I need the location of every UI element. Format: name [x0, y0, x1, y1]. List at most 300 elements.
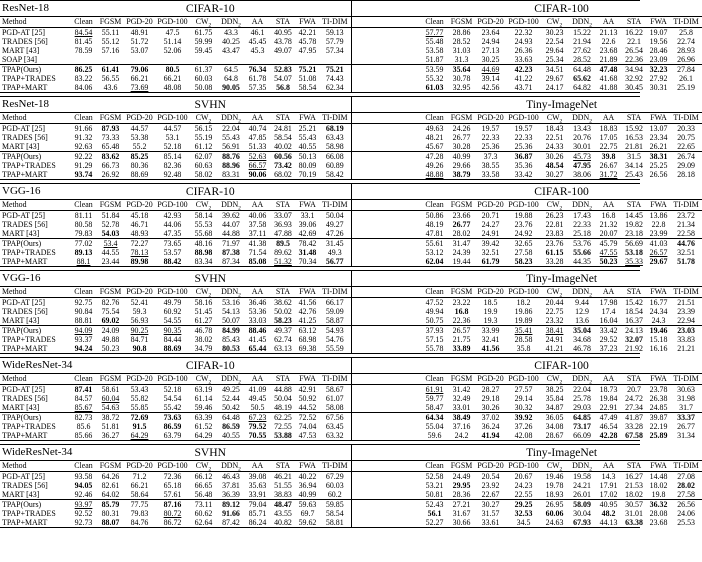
value-cell: 55.12: [101, 37, 120, 46]
value-cell: 18.83: [599, 124, 618, 133]
value-cell: 33.91: [248, 490, 267, 499]
value-cell: 23.34: [649, 133, 668, 142]
value-cell: [155, 55, 190, 65]
column-header: FWA: [647, 374, 670, 385]
value-cell: 79.52: [248, 422, 267, 431]
method-name: TPAP+MART: [2, 344, 48, 353]
value-cell: 24.91: [545, 335, 564, 344]
value-cell: 55.43: [222, 133, 240, 142]
value-cell: 34.14: [625, 161, 643, 170]
method-header: Method: [0, 374, 70, 385]
value-cell: 55.66: [573, 248, 591, 257]
value-cell: 65.18: [163, 481, 182, 490]
value-cell: 77.02: [70, 239, 97, 249]
method-name: [351, 385, 421, 395]
column-header: Clean: [421, 17, 448, 28]
value-cell: 58.67: [325, 385, 344, 394]
value-cell: 69.02: [101, 316, 120, 325]
value-cell: 64.48: [568, 65, 596, 75]
column-header: FGSM: [97, 287, 124, 298]
value-cell: 80.72: [163, 509, 182, 518]
results-table: [0, 97, 702, 179]
column-header: $DDN_2$: [217, 374, 245, 385]
method-name: [351, 211, 421, 221]
table-row: [0, 152, 702, 162]
value-cell: 52.83: [270, 65, 296, 75]
method-name: MART [43]: [2, 229, 40, 238]
value-cell: 64.48: [217, 413, 245, 423]
method-name: TPAP+MART: [2, 170, 48, 179]
value-cell: 61.52: [194, 422, 213, 431]
method-name: [351, 124, 421, 134]
value-cell: 68.19: [325, 124, 344, 133]
value-cell: 82.76: [101, 298, 120, 307]
value-cell: 60.2: [327, 490, 342, 499]
table-row: [0, 518, 702, 527]
value-cell: 53.76: [568, 239, 596, 249]
value-cell: 87.93: [101, 124, 120, 133]
value-cell: 31.67: [452, 509, 471, 518]
value-cell: 55.68: [194, 229, 213, 238]
value-cell: 15.42: [625, 298, 643, 307]
value-cell: 44.88: [274, 385, 292, 394]
value-cell: 30.26: [481, 403, 500, 412]
value-cell: [97, 55, 124, 65]
value-cell: 50.5: [250, 403, 265, 412]
column-header: PGD-100: [155, 17, 190, 28]
column-header: AA: [596, 17, 621, 28]
method-name: PGD-AT [25]: [2, 211, 46, 220]
value-cell: 58.54: [274, 133, 292, 142]
column-header: Clean: [421, 200, 448, 211]
value-cell: 40.06: [248, 211, 267, 220]
value-cell: 23.22: [452, 298, 471, 307]
value-cell: 19.58: [573, 472, 591, 481]
value-cell: 23.76: [514, 220, 533, 229]
value-cell: 24.81: [274, 124, 292, 133]
value-cell: 24.3: [651, 316, 666, 325]
column-header: $CW_2$: [541, 287, 568, 298]
value-cell: 25.78: [573, 394, 591, 403]
value-cell: 89.12: [217, 500, 245, 510]
value-cell: 44.69: [475, 65, 506, 75]
column-header: $CW_2$: [190, 287, 217, 298]
value-cell: 73.69: [130, 83, 149, 92]
value-cell: 59.63: [296, 500, 319, 510]
value-cell: 39.14: [481, 74, 500, 83]
value-cell: 24.92: [514, 229, 533, 238]
value-cell: 41.45: [248, 335, 267, 344]
column-header: $CW_2$: [190, 374, 217, 385]
table-row: [0, 229, 702, 239]
value-cell: 41.56: [298, 298, 317, 307]
value-cell: 41.38: [245, 239, 270, 249]
value-cell: 48.08: [163, 83, 182, 92]
value-cell: 53.38: [130, 133, 149, 142]
value-cell: 85.14: [155, 152, 190, 162]
column-header: AA: [245, 287, 270, 298]
value-cell: 41.22: [514, 74, 533, 83]
value-cell: 24.39: [452, 248, 471, 257]
value-cell: 32.92: [625, 74, 643, 83]
value-cell: 49.37: [270, 326, 296, 336]
column-header: PGD-100: [155, 113, 190, 124]
value-cell: 26.95: [541, 500, 568, 510]
value-cell: 52.06: [163, 46, 182, 55]
column-header: PGD-100: [506, 461, 541, 472]
value-cell: 25.36: [481, 142, 500, 151]
column-header: FGSM: [97, 17, 124, 28]
table-row: [0, 211, 702, 221]
column-header: FWA: [647, 461, 670, 472]
method-name: [351, 316, 421, 326]
value-cell: 61.03: [425, 83, 444, 92]
value-cell: 40.95: [274, 28, 292, 37]
value-cell: 31.03: [452, 46, 471, 55]
table-block: [0, 183, 699, 267]
value-cell: 31.72: [599, 170, 618, 179]
value-cell: 51.87: [425, 55, 444, 64]
value-cell: 86.59: [222, 422, 240, 431]
table-row: [0, 220, 702, 229]
value-cell: 83.62: [97, 152, 124, 162]
value-cell: 62.64: [194, 518, 213, 527]
value-cell: 22.04: [573, 385, 591, 394]
value-cell: 40.74: [248, 124, 267, 133]
column-header: FWA: [296, 287, 319, 298]
value-cell: 16.04: [599, 316, 618, 325]
value-cell: 26.23: [545, 211, 564, 220]
value-cell: 22.33: [481, 133, 500, 142]
value-cell: 63.45: [325, 422, 344, 431]
value-cell: 84.06: [74, 83, 93, 92]
value-cell: 32.49: [452, 394, 471, 403]
value-cell: 32.41: [481, 335, 500, 344]
value-cell: 19.8: [651, 490, 666, 499]
value-cell: 30.25: [481, 55, 500, 64]
value-cell: 52.78: [101, 220, 120, 229]
value-cell: 41.56: [481, 344, 500, 353]
column-header: PGD-20: [475, 113, 506, 124]
value-cell: 29.09: [677, 161, 695, 170]
table-block: [0, 357, 699, 441]
value-cell: 42.56: [481, 83, 500, 92]
value-cell: 42.76: [298, 307, 317, 316]
value-cell: 54.13: [222, 307, 240, 316]
value-cell: 62.07: [190, 152, 217, 162]
value-cell: 57.79: [325, 37, 344, 46]
value-cell: 31.5: [621, 152, 647, 162]
value-cell: 43.55: [274, 509, 292, 518]
value-cell: 83.22: [74, 74, 93, 83]
value-cell: 71.2: [132, 472, 147, 481]
network-name-spacer: [351, 97, 421, 113]
value-cell: 71.97: [217, 239, 245, 249]
value-cell: 24.63: [545, 518, 564, 527]
table-block: [0, 96, 699, 180]
value-cell: 27.92: [649, 74, 668, 83]
value-cell: 80.53: [222, 344, 240, 353]
value-cell: 13.07: [649, 124, 668, 133]
value-cell: 29.66: [452, 161, 471, 170]
value-cell: 58.23: [274, 316, 292, 325]
value-cell: 47.26: [325, 229, 344, 238]
value-cell: 63.39: [190, 413, 217, 423]
value-cell: 85.67: [74, 403, 93, 412]
value-cell: 86.25: [70, 65, 97, 75]
value-cell: 49.25: [222, 385, 240, 394]
value-cell: 48.21: [425, 133, 444, 142]
method-name: [351, 65, 421, 75]
value-cell: 43.6: [103, 83, 118, 92]
value-cell: 42.21: [298, 28, 317, 37]
value-cell: 26.38: [649, 394, 668, 403]
value-cell: 64.02: [101, 490, 120, 499]
value-cell: 18.5: [483, 298, 498, 307]
value-cell: 35.41: [506, 326, 541, 336]
value-cell: 36.24: [481, 422, 500, 431]
method-name: MART [43]: [2, 46, 40, 55]
value-cell: 59.62: [298, 518, 317, 527]
table-row: [0, 257, 702, 266]
value-cell: 23.92: [481, 481, 500, 490]
value-cell: 92.52: [74, 509, 93, 518]
value-cell: 24.23: [514, 481, 533, 490]
value-cell: 26.21: [649, 142, 668, 151]
value-cell: 53.21: [425, 481, 444, 490]
value-cell: 51.33: [248, 142, 267, 151]
value-cell: 45.73: [568, 152, 596, 162]
value-cell: 16.53: [625, 133, 643, 142]
value-cell: [270, 55, 296, 65]
value-cell: 19.07: [649, 28, 668, 37]
value-cell: 23.64: [481, 28, 500, 37]
value-cell: 34.51: [541, 65, 568, 75]
value-cell: 49.26: [425, 161, 444, 170]
column-header: $CW_2$: [190, 200, 217, 211]
column-header: FWA: [296, 374, 319, 385]
value-cell: 21.81: [625, 142, 643, 151]
value-cell: 20.33: [677, 124, 695, 133]
value-cell: 54.76: [325, 335, 344, 344]
value-cell: 45.78: [298, 37, 317, 46]
method-name: [351, 422, 421, 431]
value-cell: 66.17: [325, 298, 344, 307]
table-row: [0, 422, 702, 431]
value-cell: 17.91: [599, 481, 618, 490]
value-cell: 16.77: [649, 298, 668, 307]
value-cell: 46.21: [274, 472, 292, 481]
method-name: PGD-AT [25]: [2, 298, 46, 307]
table-row: [0, 83, 702, 92]
column-header: PGD-20: [475, 461, 506, 472]
value-cell: 37.58: [248, 220, 267, 229]
value-cell: 30.63: [677, 385, 695, 394]
column-header: TI-DIM: [319, 17, 351, 28]
value-cell: 64.85: [568, 413, 596, 423]
value-cell: 41.03: [647, 239, 670, 249]
value-cell: 54.54: [163, 394, 182, 403]
value-cell: 47.49: [596, 413, 621, 423]
value-cell: 90.05: [222, 83, 240, 92]
value-cell: 38.83: [274, 490, 292, 499]
value-cell: 16.8: [454, 307, 469, 316]
method-name: PGD-AT [25]: [2, 472, 46, 481]
value-cell: 53.4: [97, 239, 124, 249]
value-cell: 23.78: [649, 385, 668, 394]
value-cell: 63.79: [163, 431, 182, 440]
value-cell: 62.25: [270, 413, 296, 423]
value-cell: 36.93: [274, 220, 292, 229]
table-row: [0, 37, 702, 46]
value-cell: 27.62: [573, 46, 591, 55]
value-cell: 67.56: [319, 413, 351, 423]
value-cell: 37.11: [248, 229, 267, 238]
value-cell: 37.23: [599, 344, 618, 353]
value-cell: 29.14: [514, 394, 533, 403]
value-cell: 74.04: [298, 422, 317, 431]
value-cell: 30.57: [621, 500, 647, 510]
value-cell: 61.27: [194, 316, 213, 325]
value-cell: 30.04: [573, 509, 591, 518]
value-cell: 51.78: [677, 257, 695, 266]
column-header: PGD-20: [475, 374, 506, 385]
column-header: Clean: [70, 113, 97, 124]
value-cell: 68.98: [298, 335, 317, 344]
value-cell: 23.09: [649, 55, 668, 64]
value-cell: 47.53: [298, 431, 317, 440]
value-cell: 32.23: [647, 65, 670, 75]
value-cell: 48.16: [190, 239, 217, 249]
column-header: Clean: [421, 113, 448, 124]
value-cell: 79.83: [130, 509, 149, 518]
table-row: [0, 142, 702, 152]
value-cell: 26.56: [670, 500, 702, 510]
value-cell: 19.84: [599, 394, 618, 403]
value-cell: 22.91: [599, 403, 618, 412]
value-cell: 37.16: [452, 422, 471, 431]
value-cell: 22.32: [514, 28, 533, 37]
method-name: TPAP(Ours): [0, 500, 70, 510]
value-cell: 48.19: [425, 220, 444, 229]
value-cell: 14.3: [601, 472, 616, 481]
column-header: FGSM: [448, 17, 475, 28]
value-cell: 55.04: [425, 422, 444, 431]
value-cell: 22.04: [222, 124, 240, 133]
value-cell: 66.21: [163, 74, 182, 83]
table-row: [0, 481, 702, 490]
value-cell: 49.79: [163, 298, 182, 307]
value-cell: 58.09: [568, 500, 596, 510]
value-cell: 50.75: [425, 316, 444, 325]
value-cell: 93.97: [70, 500, 97, 510]
column-header: Clean: [70, 287, 97, 298]
value-cell: 52.63: [245, 152, 270, 162]
value-cell: 15.18: [649, 335, 668, 344]
column-header: PGD-100: [506, 287, 541, 298]
column-header: Clean: [70, 374, 97, 385]
value-cell: 51.45: [194, 307, 213, 316]
value-cell: 77.75: [124, 500, 155, 510]
value-cell: 72.27: [124, 239, 155, 249]
column-header: FWA: [296, 200, 319, 211]
value-cell: 26.36: [514, 46, 533, 55]
value-cell: 94.05: [74, 481, 93, 490]
table-row: [0, 431, 702, 440]
value-cell: 24.91: [481, 229, 500, 238]
value-cell: 47.85: [248, 133, 267, 142]
value-cell: 49.94: [425, 307, 444, 316]
value-cell: 84.76: [130, 518, 149, 527]
table-block: [0, 270, 699, 354]
value-cell: 23.66: [452, 211, 471, 220]
method-name: [351, 335, 421, 344]
value-cell: 89.98: [130, 257, 149, 266]
value-cell: 39.87: [647, 413, 670, 423]
value-cell: 61.91: [425, 385, 444, 394]
column-header: PGD-100: [155, 374, 190, 385]
value-cell: 24.2: [454, 431, 469, 440]
value-cell: 36.32: [647, 500, 670, 510]
method-name: [351, 326, 421, 336]
value-cell: 35.8: [516, 344, 531, 353]
value-cell: 92.46: [74, 490, 93, 499]
value-cell: 21.92: [625, 344, 643, 353]
value-cell: 24.26: [452, 124, 471, 133]
value-cell: 45.67: [425, 142, 444, 151]
table-row: [0, 28, 702, 38]
value-cell: 73.33: [101, 133, 120, 142]
value-cell: 46.71: [130, 220, 149, 229]
value-cell: 48.54: [545, 161, 564, 170]
column-header: FGSM: [448, 461, 475, 472]
value-cell: 92.73: [74, 518, 93, 527]
value-cell: 26.57: [649, 248, 668, 257]
value-cell: 64.8: [224, 74, 238, 83]
table-row: [0, 298, 702, 308]
value-cell: 84.54: [74, 28, 93, 37]
table-row: [0, 335, 702, 344]
value-cell: 28.93: [677, 46, 695, 55]
network-name: VGG-16: [2, 185, 41, 197]
value-cell: 88.81: [74, 316, 93, 325]
method-name: [351, 229, 421, 239]
value-cell: 54.93: [319, 326, 351, 336]
column-header: Clean: [70, 17, 97, 28]
method-name: TRADES [56]: [2, 394, 48, 403]
value-cell: 51.32: [274, 257, 292, 266]
value-cell: 23.44: [101, 257, 120, 266]
value-cell: [319, 55, 351, 65]
value-cell: 44.55: [101, 248, 120, 257]
value-cell: 31.45: [319, 239, 351, 249]
value-cell: 28.52: [452, 37, 471, 46]
method-name: MART [43]: [2, 142, 40, 151]
value-cell: 43.3: [224, 28, 238, 37]
value-cell: 47.5: [165, 28, 180, 37]
value-cell: 55.85: [130, 403, 149, 412]
column-header: STA: [270, 17, 296, 28]
value-cell: 31.47: [448, 239, 475, 249]
value-cell: 85.6: [76, 422, 91, 431]
method-name: TRADES [56]: [2, 220, 48, 229]
column-header: PGD-100: [506, 200, 541, 211]
value-cell: 82.73: [70, 413, 97, 423]
method-name: [351, 307, 421, 316]
dataset-title: Tiny-ImageNet: [526, 446, 598, 459]
value-cell: 23.72: [677, 211, 695, 220]
column-header: TI-DIM: [670, 200, 702, 211]
